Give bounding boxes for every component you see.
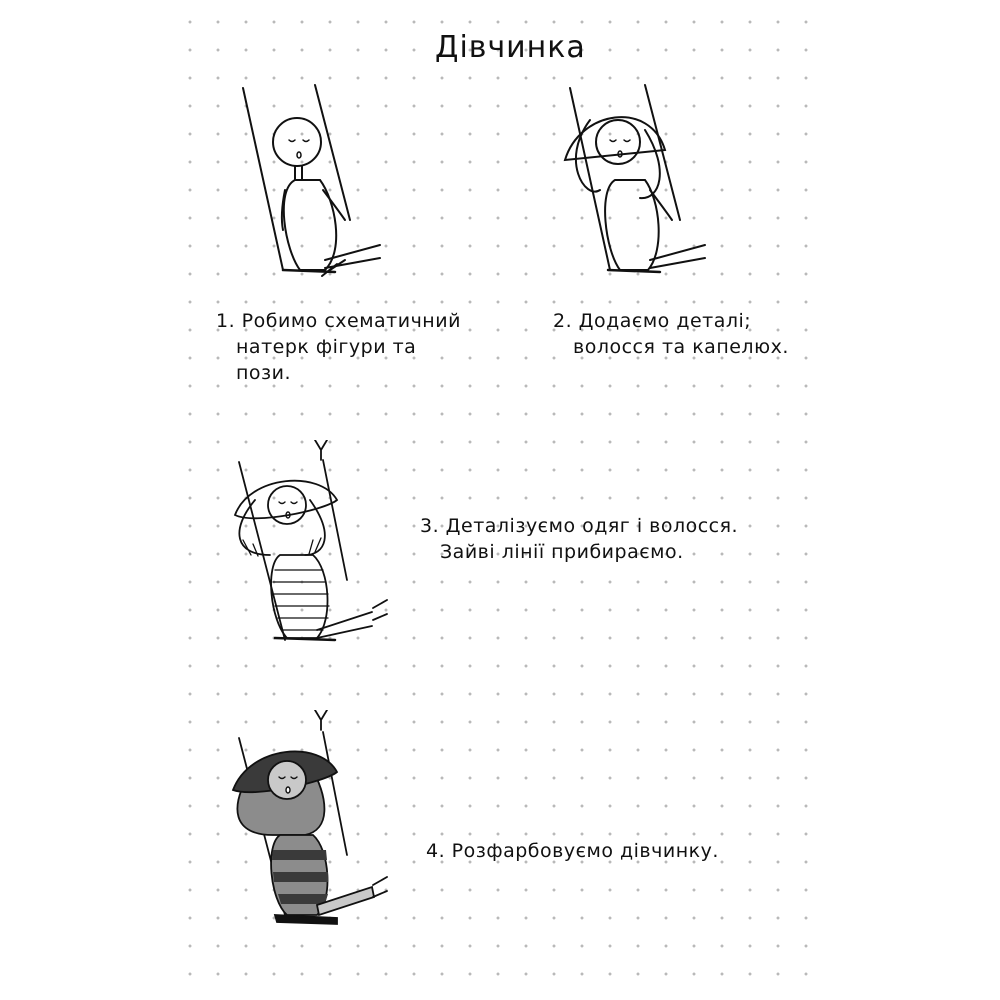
page-title: Дівчинка [435, 30, 586, 65]
girl-sketch-step-1 [225, 80, 415, 295]
girl-colored-step-4 [225, 710, 415, 935]
girl-sketch-step-2 [560, 80, 750, 295]
step-3-line-1: 3. Деталізуємо одяг і волосся. [420, 515, 739, 537]
step-1-caption [216, 308, 461, 386]
step-2-caption [553, 308, 789, 360]
step-1-line-2: натерк фігури та [236, 336, 417, 358]
girl-sketch-step-3 [225, 440, 415, 655]
step-4-line-1: 4. Розфарбовуємо дівчинку. [426, 840, 719, 862]
step-1-line-1: 1. Робимо схематичний [216, 310, 461, 332]
step-2-line-2: волосся та капелюх. [573, 336, 789, 358]
step-4-caption [426, 838, 719, 864]
step-2-line-1: 2. Додаємо деталі; [553, 310, 752, 332]
step-1-line-3: пози. [236, 362, 292, 384]
step-3-line-2: Зайві лінії прибираємо. [440, 541, 684, 563]
step-3-caption [420, 513, 738, 565]
